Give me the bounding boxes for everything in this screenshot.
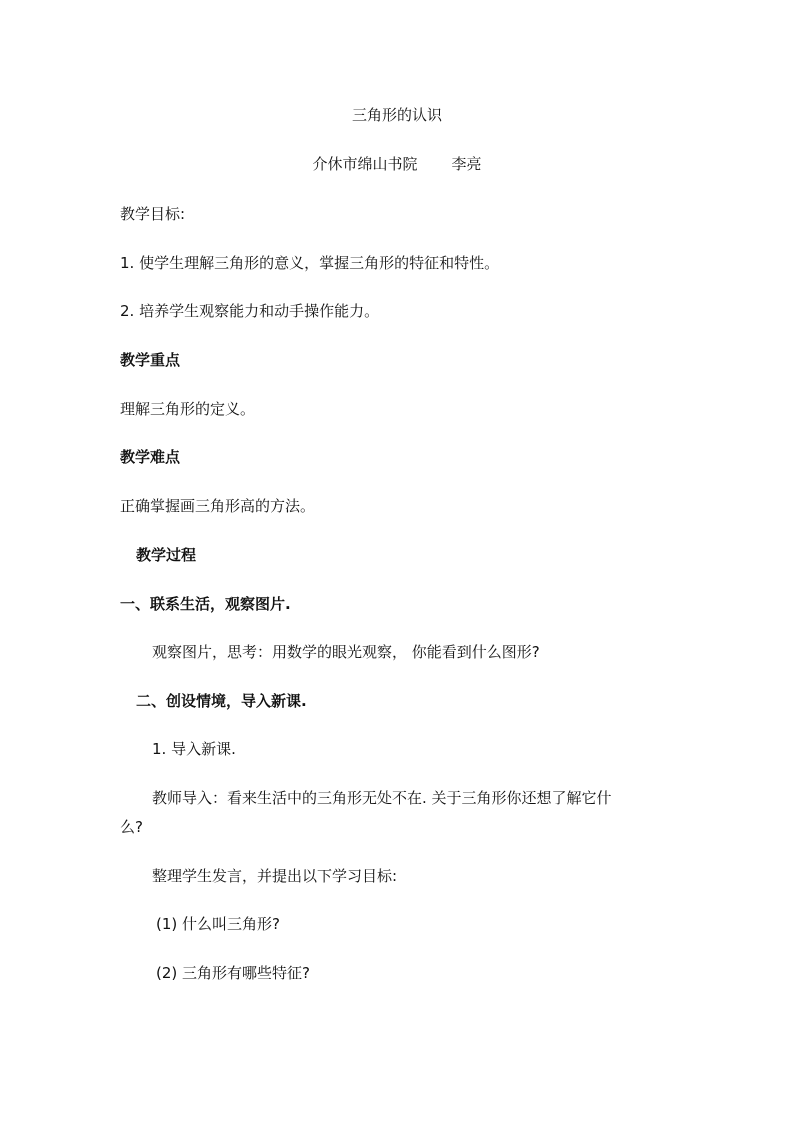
objectives-heading: 教学目标: bbox=[120, 205, 186, 223]
goal-item-1: (1) 什么叫三角形? bbox=[156, 915, 280, 933]
summary-text: 整理学生发言，并提出以下学习目标: bbox=[152, 867, 398, 885]
key-point-text: 理解三角形的定义。 bbox=[120, 400, 256, 418]
objective-item-2: 2. 培养学生观察能力和动手操作能力。 bbox=[120, 302, 380, 320]
document-title: 三角形的认识 bbox=[351, 106, 442, 124]
author-school: 介休市绵山书院 bbox=[312, 155, 418, 173]
section-2-heading: 二、创设情境，导入新课. bbox=[136, 692, 307, 710]
teacher-intro-line-2: 么? bbox=[120, 818, 143, 836]
objective-item-1: 1. 使学生理解三角形的意义，掌握三角形的特征和特性。 bbox=[120, 254, 500, 272]
process-heading: 教学过程 bbox=[136, 546, 197, 564]
section-2-sub-1: 1. 导入新课. bbox=[152, 740, 236, 758]
section-1-text: 观察图片，思考：用数学的眼光观察， 你能看到什么图形? bbox=[152, 643, 540, 661]
author-line bbox=[0, 153, 794, 175]
teacher-intro-line-1: 教师导入：看来生活中的三角形无处不在. 关于三角形你还想了解它什 bbox=[152, 789, 612, 807]
difficulty-heading: 教学难点 bbox=[120, 448, 181, 466]
section-1-heading: 一、联系生活，观察图片. bbox=[120, 595, 291, 613]
difficulty-text: 正确掌握画三角形高的方法。 bbox=[120, 497, 316, 515]
key-point-heading: 教学重点 bbox=[120, 351, 181, 369]
author-name: 李亮 bbox=[451, 155, 482, 173]
goal-item-2: (2) 三角形有哪些特征? bbox=[156, 964, 310, 982]
